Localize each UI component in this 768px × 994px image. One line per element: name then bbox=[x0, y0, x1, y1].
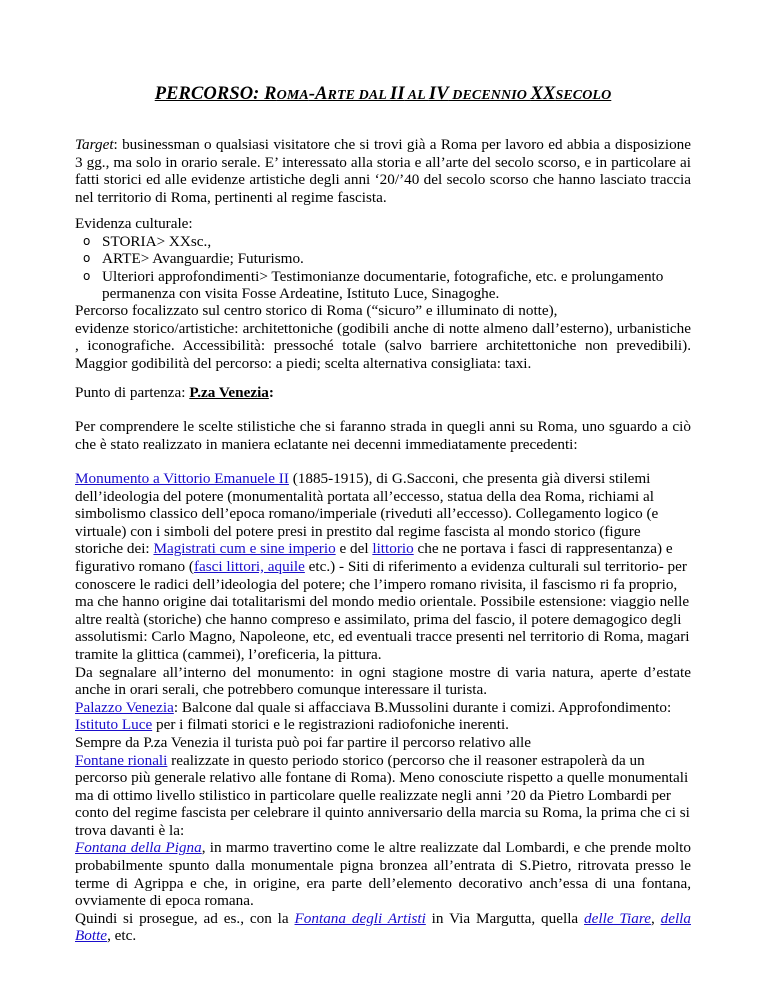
target-label: Target bbox=[75, 136, 114, 153]
evidenza-section bbox=[75, 215, 691, 303]
fontana-artisti-link[interactable]: Fontana degli Artisti bbox=[294, 909, 426, 927]
intro-paragraph: Per comprendere le scelte stilistiche che si faranno strada in quegli anni su Roma, uno sguardo a ciò che è stato realizzato in maniera eclatante nei decenni immediatamente precedenti: bbox=[75, 418, 691, 453]
list-item: o ARTE> Avanguardie; Futurismo. bbox=[83, 250, 304, 268]
list-item: o STORIA> XXsc., bbox=[83, 232, 212, 250]
magistrati-link[interactable]: Magistrati cum e sine imperio bbox=[153, 540, 336, 558]
fontana-botte-link[interactable]: della Botte bbox=[75, 909, 691, 945]
bullet-icon: o bbox=[83, 268, 91, 283]
fontana-pigna-link[interactable]: Fontana della Pigna bbox=[75, 839, 202, 857]
istituto-luce-link[interactable]: Istituto Luce bbox=[75, 716, 153, 734]
list-item: o Ulteriori approfondimenti> Testimonianze documentarie, fotografiche, etc. e prolungamento permanenza con visita Fosse Ardeatine, Istituto Luce, Sinagoghe. bbox=[83, 267, 664, 303]
punto-partenza: Punto di partenza: P.za Venezia: bbox=[75, 384, 274, 401]
target-paragraph: Target: businessman o qualsiasi visitatore che si trovi già a Roma per lavoro ed abbia a disposizione 3 gg., ma solo in orario serale. E’ interessato alla storia e all’arte del secolo scorso, e in particolare ai fatti storici ed alle evidenze artistiche degli anni ‘20/’40 del secolo scorso che hanno lasciato traccia nel territorio di Roma, pertinenti al regime fascista. bbox=[75, 136, 691, 206]
fasci-link[interactable]: fasci littori, aquile bbox=[193, 557, 305, 575]
fontane-rionali-link[interactable]: Fontane rionali bbox=[75, 751, 168, 769]
partenza-place: P.za Venezia bbox=[189, 384, 269, 401]
page-title: PERCORSO: ROMA-ARTE DAL II AL IV DECENNIO XXSECOLO bbox=[154, 84, 612, 104]
fontana-tiare-link[interactable]: delle Tiare bbox=[584, 909, 651, 927]
bullet-icon: o bbox=[83, 233, 91, 248]
percorso-paragraph: Percorso focalizzato sul centro storico di Roma (“sicuro” e illuminato di notte), evidenze storico/artistiche: architettoniche (godibili anche di notte almeno dall’esterno), urbanistiche , iconografiche. Accessibilità: pressoché totale (salvo barriere architettoniche non prevedibili). Maggior godibilità del percorso: a piedi; scelta alternativa consigliata: taxi. bbox=[75, 302, 691, 372]
littorio-link[interactable]: littorio bbox=[372, 540, 414, 558]
monumento-link[interactable]: Monumento a Vittorio Emanuele II bbox=[75, 470, 289, 487]
palazzo-venezia-link[interactable]: Palazzo Venezia bbox=[75, 698, 174, 716]
main-body: Monumento a Vittorio Emanuele II (1885-1915), di G.Sacconi, che presenta già diversi stilemi dell’ideologia del potere (monumentalità portata all’eccesso, statua della dea Roma, richiami al simbolismo classico dell’epoca romano/imperiale (riveduti all’eccesso). Collegamento logico (e virtuale) con i simboli del potere presi in prestito dal regime fascista al mondo storico (figure storiche dei: Magistrati cum e sine imperio e del littorio che ne portava i fasci di rappresentanza) e figurativo romano (fasci littori, aquile etc.) - Siti di riferimento a evidenza culturali sul territorio- per conoscere le radici dell’ideologia del potere; che l’impero romano rivisita, il fascismo ri fa proprio, ma che hanno origine dai totalitarismi del mondo medio orientale. Possibile estensione: viaggio nelle altre realtà (storiche) che hanno compreso e assimilato, prima del fascio, il potere demagogico degli assolutismi: Carlo Magno, Napoleone, etc, ed eventuali tracce presenti nel territorio di Roma, magari tramite la glittica (cammei), l’oreficeria, la pittura. Da segnalare all’interno del monumento: in ogni stagione mostre di varia natura, aperte d’estate anche in orari serali, che potrebbero comunque interessare il turista. Palazzo Venezia: Balcone dal quale si affacciava B.Mussolini durante i comizi. Approfondimento: Istituto Luce per i filmati storici e le registrazioni radiofoniche inerenti. Sempre da P.za Venezia il turista può poi far partire il percorso relativo alle Fontane rionali realizzate in questo periodo storico (percorso che il reasoner estrapolerà da un percorso più generale relativo alle fontane di Roma). Meno conosciute rispetto a quelle monumentali ma di ottimo livello stilistico in particolare quelle realizzate negli anni ’20 da Pietro Lombardi per conto del regime fascista per celebrare il quinto anniversario della marcia su Roma, la prima che ci si trova davanti è la: Fontana della Pigna, in marmo travertino come le altre realizzate dal Lombardi, e che prende molto probabilmente spunto dalla monumentale pigna bronzea all’entrata di S.Pietro, ritrovata presso le terme di Agrippa e che, in origine, era parte dell’elemento decorativo anch’essa di una fontana, ovviamente di epoca romana. Quindi si prosegue, ad es., con la Fontana degli Artisti in Via Margutta, quella delle Tiare, della Botte, etc. bbox=[75, 470, 691, 945]
bullet-icon: o bbox=[83, 251, 91, 266]
evidenza-heading: Evidenza culturale: bbox=[75, 215, 193, 232]
